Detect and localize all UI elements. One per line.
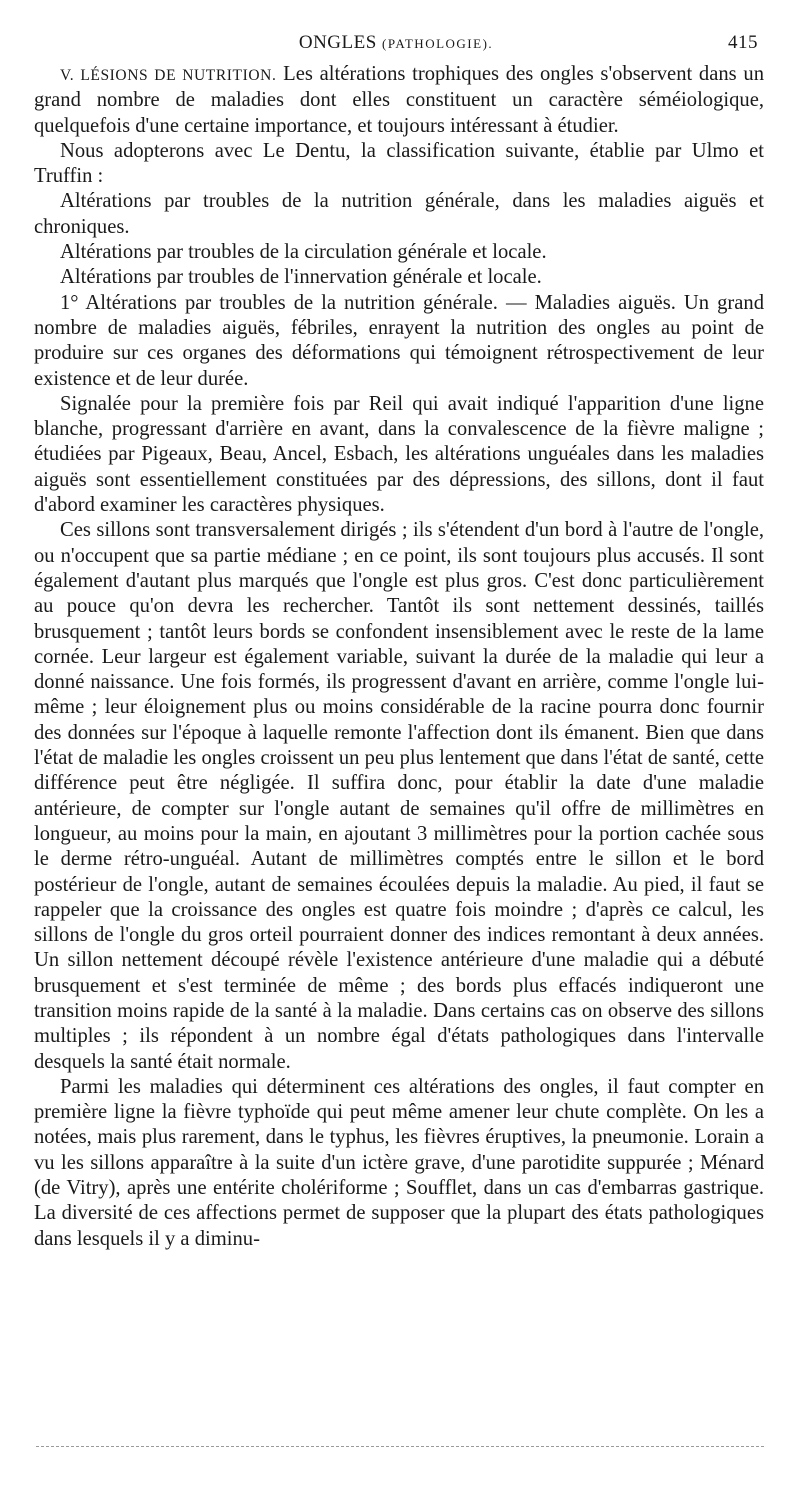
paragraph: Parmi les maladies qui déterminent ces altérations des ongles, il faut compter en première ligne la fièvre typhoïde qui peut même amener leur chute complète. On les a notées, mais plus rarement, dans le typhus, les fièvres éruptives, la pneumonie. Lorain a vu les sillons apparaître à la suite d'un ictère grave, d'une parotidite suppurée ; Ménard (de Vitry), après une entérite cholériforme ; Soufflet, dans un cas d'embarras gastrique. La diversité de ces affections permet de supposer que la plupart des états pathologiques dans lesquels il y a diminu- — [34, 1075, 764, 1250]
classification-item: Altérations par troubles de la circulation générale et locale. — [60, 241, 547, 264]
page-number: 415 — [728, 32, 758, 53]
paragraph-text: Les altérations trophiques des ongles s'observent dans un grand nombre de maladies dont elles constituent un caractère séméiologique, quelquefois d'une certaine importance, et toujours intéressant à étudier. — [34, 63, 764, 137]
page-title — [34, 32, 758, 54]
body-text — [34, 62, 764, 1252]
paragraph: Signalée pour la première fois par Reil qui avait indiqué l'apparition d'une ligne blanche, progressant d'arrière en avant, dans la convalescence de la fièvre maligne ; étudiées par Pigeaux, Beau, Ancel, Esbach, les altérations unguéales dans les maladies aiguës sont essentiellement constituées par des dépressions, des sillons, dont il faut d'abord examiner les caractères physiques. — [34, 392, 764, 517]
classification-item: Altérations par troubles de la nutrition générale, dans les maladies aiguës et chroniques. — [34, 190, 764, 238]
section-label: V. LÉSIONS DE NUTRITION. — [60, 67, 277, 84]
paragraph: Nous adopterons avec Le Dentu, la classification suivante, établie par Ulmo et Truffin : — [34, 139, 764, 188]
classification-item: Altérations par troubles de l'innervation générale et locale. — [60, 266, 542, 289]
title-sub: (PATHOLOGIE). — [382, 36, 494, 51]
paragraph: Ces sillons sont transversalement dirigés ; ils s'étendent d'un bord à l'autre de l'ongle, ou n'occupent que sa partie médiane ; en ce point, ils sont toujours plus accusés. Il sont également d'autant plus marqués que l'ongle est plus gros. C'est donc particulièrement au pouce qu'on devra les rechercher. Tantôt ils sont nettement dessinés, taillés brusquement ; tantôt leurs bords se confondent insensiblement avec le reste de la lame cornée. Leur largeur est également variable, suivant la durée de la maladie qui leur a donné naissance. Une fois formés, ils progressent d'avant en arrière, comme l'ongle lui-même ; leur éloignement plus ou moins considérable de la racine pourra donc fournir des données sur l'époque à laquelle remonte l'affection dont ils émanent. Bien que dans l'état de maladie les ongles croissent un peu plus lentement que dans l'état de santé, cette différence peut être négligée. Il suffira donc, pour établir la date d'une maladie antérieure, de compter sur l'ongle autant de semaines qu'il offre de millimètres en longueur, au moins pour la main, en ajoutant 3 millimètres pour la portion cachée sous le derme rétro-unguéal. Autant de millimètres comptés entre le sillon et le bord postérieur de l'ongle, autant de semaines écoulées depuis la maladie. Au pied, il faut se rappeler que la croissance des ongles est quatre fois moindre ; d'après ce calcul, les sillons de l'ongle du gros orteil pourraient donner des indices remontant à deux années. Un sillon nettement découpé révèle l'existence antérieure d'une maladie qui a débuté brusquement et s'est terminée de même ; des bords plus effacés indiqueront une transition moins rapide de la santé à la maladie. Dans certains cas on observe des sillons multiples ; ils répondent à un nombre égal d'états pathologiques dans l'intervalle desquels la santé était normale. — [34, 519, 764, 1073]
paragraph-lesions — [34, 62, 764, 139]
running-header — [34, 32, 758, 60]
paragraph: 1° Altérations par troubles de la nutrition générale. — Maladies aiguës. Un grand nombre de maladies aiguës, fébriles, enrayent la nutrition des ongles au point de produire sur ces organes des déformations qui témoignent rétrospectivement de leur existence et de leur durée. — [34, 291, 764, 390]
title-main: ONGLES — [298, 32, 377, 53]
footer-rule — [36, 1446, 764, 1447]
